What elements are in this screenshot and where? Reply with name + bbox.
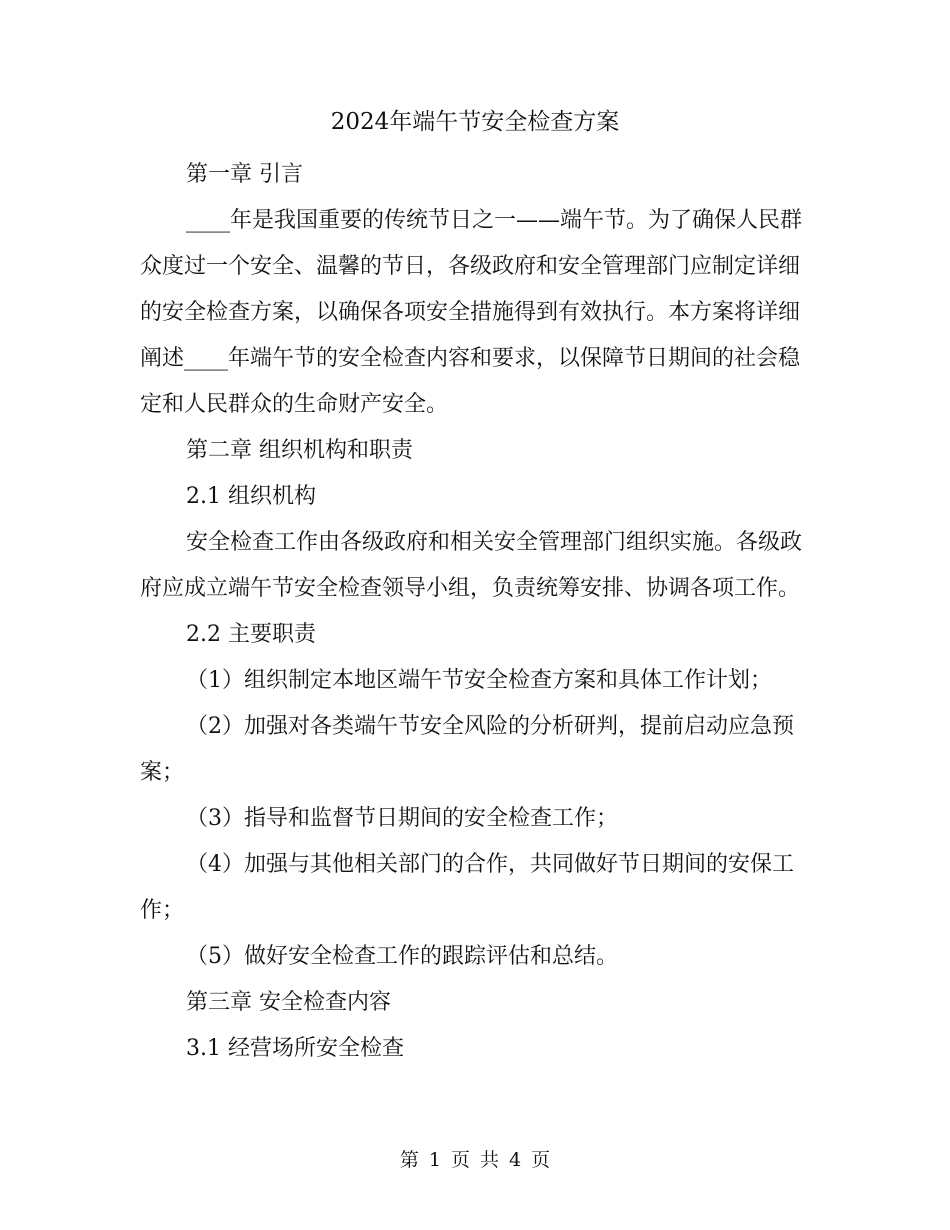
- document-body: [140, 152, 810, 1072]
- list-item: （3）指导和监督节日期间的安全检查工作；: [186, 806, 618, 831]
- paragraph: 安全检查工作由各级政府和相关安全管理部门组织实施。各级政府应成立端午节安全检查领导小组，负责统筹安排、协调各项工作。: [140, 530, 803, 601]
- chapter-heading: 第一章 引言: [186, 162, 303, 187]
- section-heading: 2.1 组织机构: [186, 484, 316, 509]
- document-title: 2024年端午节安全检查方案: [330, 109, 620, 135]
- section-heading: 2.2 主要职责: [186, 622, 316, 647]
- chapter-heading: 第三章 安全检查内容: [186, 990, 391, 1015]
- page-footer: 第 1 页 共 4 页: [399, 1149, 551, 1171]
- list-item: （1）组织制定本地区端午节安全检查方案和具体工作计划；: [186, 668, 772, 693]
- chapter-heading: 第二章 组织机构和职责: [186, 438, 413, 463]
- list-item: （4）加强与其他相关部门的合作，共同做好节日期间的安保工作；: [140, 852, 794, 923]
- list-item: （2）加强对各类端午节安全风险的分析研判，提前启动应急预案；: [140, 714, 794, 785]
- list-item: （5）做好安全检查工作的跟踪评估和总结。: [186, 944, 618, 969]
- paragraph: ____年是我国重要的传统节日之一——端午节。为了确保人民群众度过一个安全、温馨的节日，各级政府和安全管理部门应制定详细的安全检查方案，以确保各项安全措施得到有效执行。本方案将详细阐述____年端午节的安全检查内容和要求，以保障节日期间的社会稳定和人民群众的生命财产安全。: [140, 208, 803, 417]
- section-heading: 3.1 经营场所安全检查: [186, 1036, 404, 1061]
